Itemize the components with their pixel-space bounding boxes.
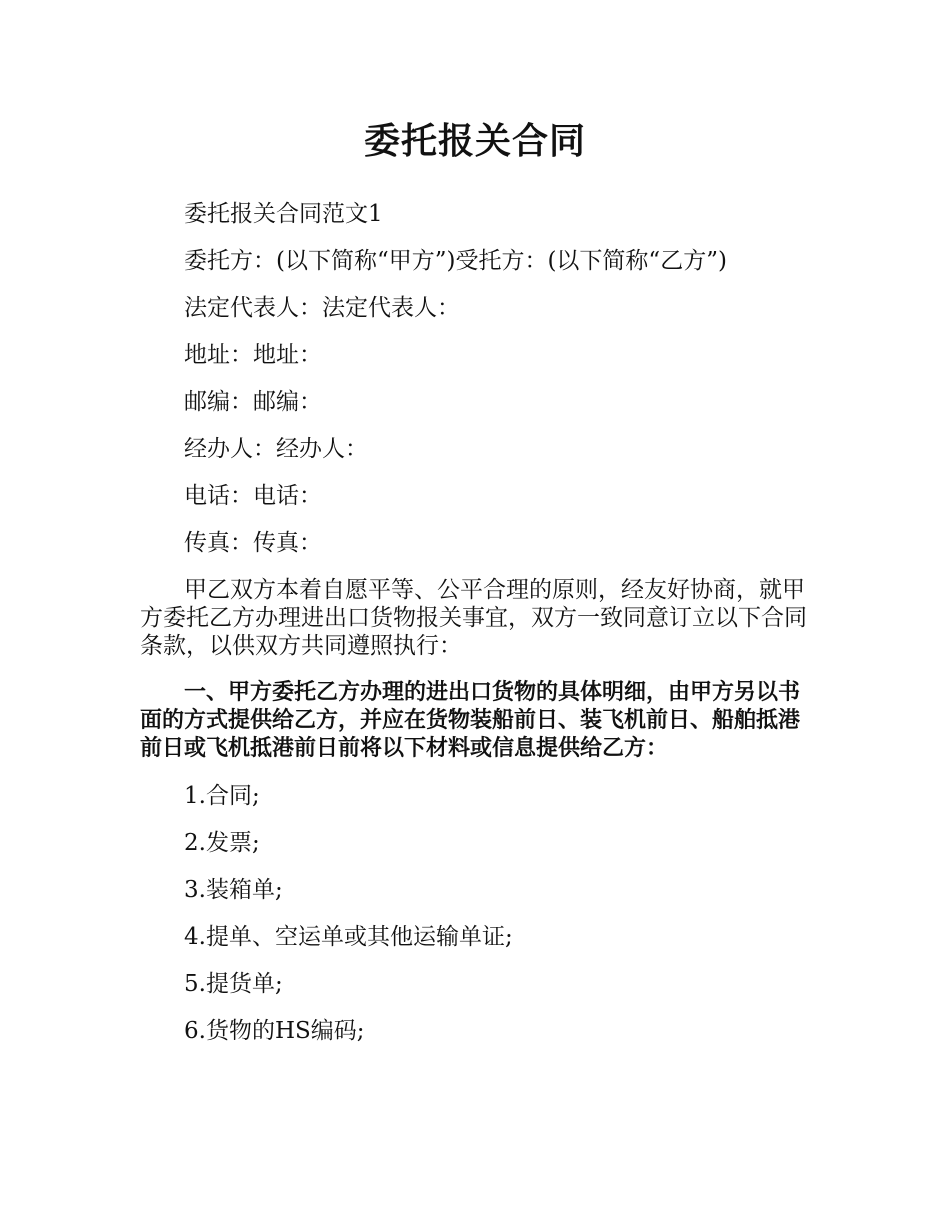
list-item-hs-code: 6.货物的HS编码;: [184, 1018, 365, 1044]
paragraph-sample-heading: 委托报关合同范文1: [184, 201, 383, 227]
list-item-contract: 1.合同;: [184, 783, 260, 809]
list-item-packing-list: 3.装箱单;: [184, 877, 283, 903]
paragraph-fax: 传真：传真：: [184, 530, 322, 556]
list-item-invoice: 2.发票;: [184, 830, 260, 856]
paragraph-legal-rep: 法定代表人：法定代表人：: [184, 295, 460, 321]
paragraph-address: 地址：地址：: [184, 342, 322, 368]
document-title: 委托报关合同: [363, 121, 586, 162]
paragraph-handler: 经办人：经办人：: [184, 436, 368, 462]
paragraph-parties: 委托方：(以下简称“甲方”)受托方：(以下简称“乙方”): [184, 248, 727, 274]
paragraph-clause-one: 一、甲方委托乙方办理的进出口货物的具体明细，由甲方另以书面的方式提供给乙方，并应在货物装船前日、装飞机前日、船舶抵港前日或飞机抵港前日前将以下材料或信息提供给乙方：: [140, 680, 801, 761]
list-item-bill-of-lading: 4.提单、空运单或其他运输单证;: [184, 924, 513, 950]
paragraph-preamble: 甲乙双方本着自愿平等、公平合理的原则，经友好协商，就甲方委托乙方办理进出口货物报关事宜，双方一致同意订立以下合同条款，以供双方共同遵照执行：: [140, 577, 807, 659]
paragraph-postcode: 邮编：邮编：: [184, 389, 322, 415]
document-body: [140, 200, 812, 1064]
paragraph-phone: 电话：电话：: [184, 483, 322, 509]
list-item-delivery-order: 5.提货单;: [184, 971, 283, 997]
